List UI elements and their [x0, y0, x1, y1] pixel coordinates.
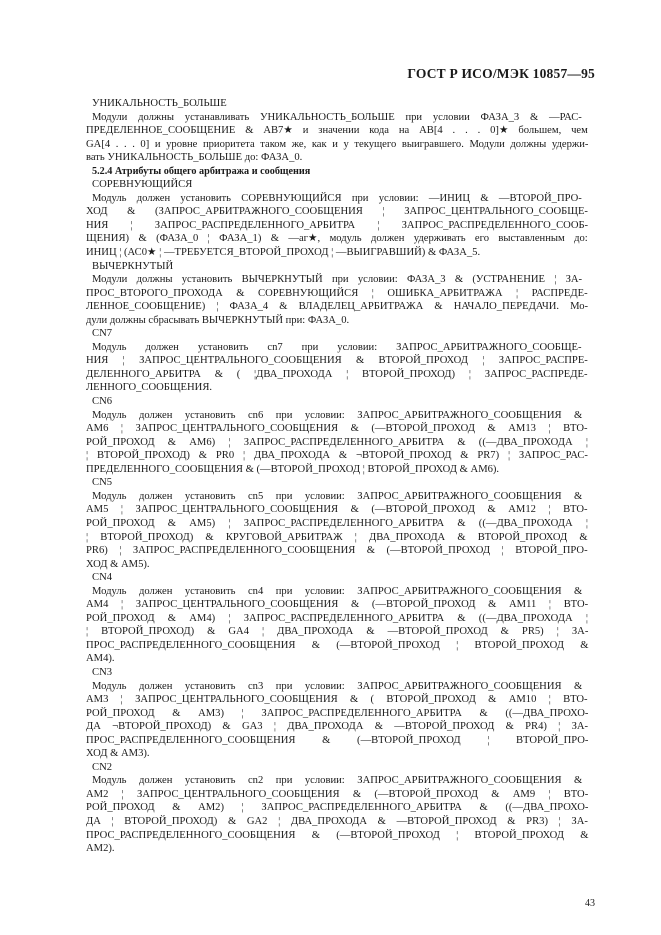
- page-header: ГОСТ Р ИСО/МЭК 10857—95: [407, 66, 595, 81]
- body-line: ПРЕДЕЛЕННОГО_СООБЩЕНИЯ & (—ВТОРОЙ_ПРОХОД ¦ ВТОРОЙ_ПРОХОД & AM6).: [86, 463, 500, 475]
- section-heading: 5.2.4 Атрибуты общего арбитража и сообщения: [92, 165, 311, 177]
- body-line: AM3 ¦ ЗАПРОС_ЦЕНТРАЛЬНОГО_СООБЩЕНИЯ & ( ВТОРОЙ_ПРОХОД & AM10 ¦ ВТО-: [86, 694, 588, 706]
- body-line: ХОД & AM3).: [86, 748, 150, 760]
- body-line: ПРОС_РАСПРЕДЕЛЕННОГО_СООБЩЕНИЯ & (—ВТОРОЙ_ПРОХОД ¦ ВТОРОЙ_ПРОХОД &: [86, 829, 589, 841]
- document-body: [86, 97, 588, 856]
- body-line: ЛЕННОЕ_СООБЩЕНИЕ) ¦ ФАЗА_4 & ВЛАДЕЛЕЦ_АРБИТРАЖА & НАЧАЛО_ПЕРЕДАЧИ. Мо-: [86, 301, 589, 313]
- body-line: НИЯ ¦ ЗАПРОС_РАСПРЕДЕЛЕННОГО_АРБИТРА ¦ ЗАПРОС_РАСПРЕДЕЛЕННОГО_СООБ-: [86, 219, 589, 231]
- body-line: ¦ ВТОРОЙ_ПРОХОД) & PR0 ¦ ДВА_ПРОХОДА & ¬ВТОРОЙ_ПРОХОД & PR7) ¦ ЗАПРОС_РАС-: [86, 450, 588, 462]
- body-line: ДЕЛЕННОГО_АРБИТРА & ( ¦ДВА_ПРОХОДА ¦ ВТОРОЙ_ПРОХОД) ¦ ЗАПРОС_РАСПРЕДЕ-: [86, 368, 588, 380]
- term-title: CN5: [92, 477, 113, 489]
- body-line: ЛЕННОГО_СООБЩЕНИЯ.: [86, 382, 213, 394]
- term-title: CN3: [92, 666, 113, 678]
- term-title: CN7: [92, 328, 113, 340]
- body-line: вать УНИКАЛЬНОСТЬ_БОЛЬШЕ до: ФАЗА_0.: [86, 152, 303, 164]
- body-line: AM6 ¦ ЗАПРОС_ЦЕНТРАЛЬНОГО_СООБЩЕНИЯ & (—ВТОРОЙ_ПРОХОД & AM13 ¦ ВТО-: [86, 423, 588, 435]
- body-line: ПРОС_РАСПРЕДЕЛЕННОГО_СООБЩЕНИЯ & (—ВТОРОЙ_ПРОХОД ¦ ВТОРОЙ_ПРОХОД &: [86, 639, 589, 651]
- body-line: Модуль должен установить cn3 при условии: ЗАПРОС_АРБИТРАЖНОГО_СООБЩЕНИЯ &: [92, 680, 583, 692]
- term-title: CN2: [92, 761, 113, 773]
- body-line: НИЯ ¦ ЗАПРОС_ЦЕНТРАЛЬНОГО_СООБЩЕНИЯ & ВТОРОЙ_ПРОХОД ¦ ЗАПРОС_РАСПРЕ-: [86, 355, 588, 367]
- term-title: УНИКАЛЬНОСТЬ_БОЛЬШЕ: [92, 98, 227, 109]
- term-title: CN6: [92, 396, 113, 408]
- body-line: AM2).: [86, 843, 115, 855]
- body-line: ПРОС_ВТОРОГО_ПРОХОДА & СОРЕВНУЮЩИЙСЯ ¦ ОШИБКА_АРБИТРАЖА ¦ РАСПРЕДЕ-: [86, 287, 588, 299]
- body-line: дули должны сбрасывать ВЫЧЕРКНУТЫЙ при: ФАЗА_0.: [86, 314, 350, 326]
- term-title: СОРЕВНУЮЩИЙСЯ: [92, 179, 193, 191]
- body-line: Модуль должен установить cn6 при условии: ЗАПРОС_АРБИТРАЖНОГО_СООБЩЕНИЯ &: [92, 409, 583, 421]
- term-title: ВЫЧЕРКНУТЫЙ: [92, 260, 174, 272]
- body-line: ХОД & (ЗАПРОС_АРБИТРАЖНОГО_СООБЩЕНИЯ ¦ ЗАПРОС_ЦЕНТРАЛЬНОГО_СООБЩЕ-: [86, 206, 588, 218]
- body-line: AM4 ¦ ЗАПРОС_ЦЕНТРАЛЬНОГО_СООБЩЕНИЯ & (—ВТОРОЙ_ПРОХОД & AM11 ¦ ВТО-: [86, 599, 589, 611]
- body-line: ¦ ВТОРОЙ_ПРОХОД) & КРУГОВОЙ_АРБИТРАЖ ¦ ДВА_ПРОХОДА & ВТОРОЙ_ПРОХОД &: [86, 531, 588, 543]
- body-line: РОЙ_ПРОХОД & AM6) ¦ ЗАПРОС_РАСПРЕДЕЛЕННОГО_АРБИТРА & ((—ДВА_ПРОХОДА ¦: [86, 436, 588, 448]
- body-line: Модуль должен установить cn7 при условии: ЗАПРОС_АРБИТРАЖНОГО_СООБЩЕ-: [92, 341, 582, 353]
- page-number: 43: [585, 898, 595, 909]
- body-line: РОЙ_ПРОХОД & AM3) ¦ ЗАПРОС_РАСПРЕДЕЛЕННОГО_АРБИТРА & ((—ДВА_ПРОХО-: [86, 707, 589, 719]
- body-line: Модуль должен установить cn4 при условии: ЗАПРОС_АРБИТРАЖНОГО_СООБЩЕНИЯ &: [92, 585, 583, 597]
- body-line: ИНИЦ ¦ (АС0★ ¦ —ТРЕБУЕТСЯ_ВТОРОЙ_ПРОХОД ¦ —ВЫИГРАВШИЙ) & ФАЗА_5.: [86, 247, 481, 259]
- body-line: РОЙ_ПРОХОД & AM4) ¦ ЗАПРОС_РАСПРЕДЕЛЕННОГО_АРБИТРА & ((—ДВА_ПРОХОДА ¦: [86, 612, 588, 624]
- term-title: CN4: [92, 572, 113, 584]
- body-line: ДА ¦ ВТОРОЙ_ПРОХОД) & GA2 ¦ ДВА_ПРОХОДА & —ВТОРОЙ_ПРОХОД & PR3) ¦ ЗА-: [86, 815, 588, 827]
- body-line: РОЙ_ПРОХОД & AM5) ¦ ЗАПРОС_РАСПРЕДЕЛЕННОГО_АРБИТРА & ((—ДВА_ПРОХОДА ¦: [86, 517, 588, 529]
- body-line: GA[4 . . . 0] и уровне приоритета таком же, как и у текущего выигравшего. Модули должны удержи-: [86, 138, 589, 150]
- body-line: Модуль должен установить СОРЕВНУЮЩИЙСЯ при условии: —ИНИЦ & —ВТОРОЙ_ПРО-: [92, 192, 582, 204]
- body-line: РОЙ_ПРОХОД & AM2) ¦ ЗАПРОС_РАСПРЕДЕЛЕННОГО_АРБИТРА & ((—ДВА_ПРОХО-: [86, 802, 589, 814]
- body-line: AM2 ¦ ЗАПРОС_ЦЕНТРАЛЬНОГО_СООБЩЕНИЯ & (—ВТОРОЙ_ПРОХОД & AM9 ¦ ВТО-: [86, 788, 589, 800]
- body-line: ПРЕДЕЛЕННОЕ_СООБЩЕНИЕ & AB7★ и значении кода на AB[4 . . . 0]★ большем, чем: [86, 125, 588, 137]
- body-line: AM4).: [86, 653, 115, 665]
- body-line: Модуль должен установить cn5 при условии: ЗАПРОС_АРБИТРАЖНОГО_СООБЩЕНИЯ &: [92, 490, 583, 502]
- body-line: Модули должны установить ВЫЧЕРКНУТЫЙ при условии: ФАЗА_3 & (УСТРАНЕНИЕ ¦ ЗА-: [92, 274, 583, 286]
- body-line: ХОД & AM5).: [86, 558, 150, 570]
- body-line: PR6) ¦ ЗАПРОС_РАСПРЕДЕЛЕННОГО_СООБЩЕНИЯ & (—ВТОРОЙ_ПРОХОД ¦ ВТОРОЙ_ПРО-: [86, 545, 588, 557]
- body-line: ДА ¬ВТОРОЙ_ПРОХОД) & GA3 ¦ ДВА_ПРОХОДА & —ВТОРОЙ_ПРОХОД & PR4) ¦ ЗА-: [86, 721, 589, 733]
- body-line: Модуль должен установить cn2 при условии: ЗАПРОС_АРБИТРАЖНОГО_СООБЩЕНИЯ &: [92, 775, 583, 787]
- body-line: ¦ ВТОРОЙ_ПРОХОД) & GA4 ¦ ДВА_ПРОХОДА & —ВТОРОЙ_ПРОХОД & PR5) ¦ ЗА-: [86, 626, 589, 638]
- body-line: ПРОС_РАСПРЕДЕЛЕННОГО_СООБЩЕНИЯ & (—ВТОРОЙ_ПРОХОД ¦ ВТОРОЙ_ПРО-: [86, 734, 589, 746]
- body-line: Модули должны устанавливать УНИКАЛЬНОСТЬ_БОЛЬШЕ при условии ФАЗА_3 & —РАС-: [92, 111, 582, 123]
- body-line: ЩЕНИЯ) & (ФАЗА_0 ¦ ФАЗА_1) & —аг★, модуль должен удерживать его выставленным до:: [86, 233, 588, 245]
- body-line: AM5 ¦ ЗАПРОС_ЦЕНТРАЛЬНОГО_СООБЩЕНИЯ & (—ВТОРОЙ_ПРОХОД & AM12 ¦ ВТО-: [86, 504, 588, 516]
